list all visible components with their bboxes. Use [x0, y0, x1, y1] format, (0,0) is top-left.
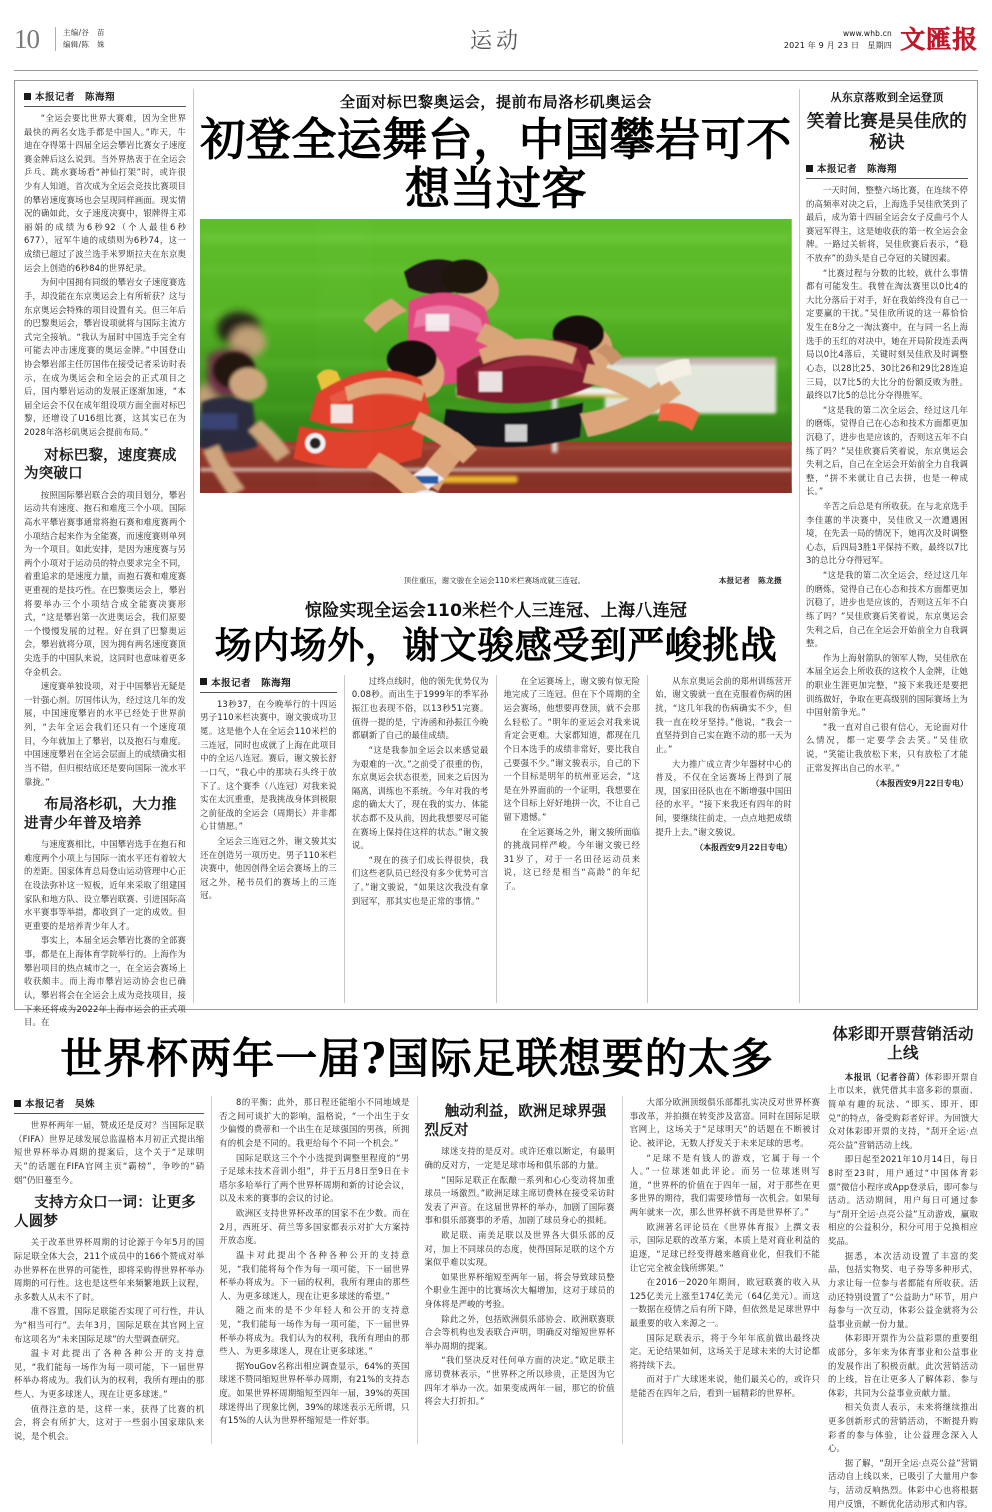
masthead	[14, 8, 978, 70]
paragraph: 即日起至2021年10月14日，每日8时至23时，用户通过“中国体育彩票”微信小程序或App登录后，即可参与活动。活动期间，用户每日可通过参与“刮开全运·点亮公益”互动游戏，赢取相应的公益积分，积分可用于兑换相应奖品。	[828, 1153, 978, 1248]
byline	[806, 161, 968, 179]
paragraph: 大力推广成立青少年器材中心的普及，不仅在全运赛场上得到了展现，国家田径队也在不断增强中国田径的水平。“接下来我还有四年的时间，要继续往前走，一点点地把成绩提升上去。”谢文骏说。	[655, 758, 792, 840]
bottom-story-columns	[14, 1096, 820, 1444]
paragraph: 值得注意的是，这样一来，获得了比赛的机会，将会有所扩大，这对于一些弱小国家球队来说，是个机会。	[14, 1403, 204, 1444]
masthead-meta	[784, 29, 892, 51]
bottom-story	[14, 1024, 820, 1512]
paragraph: 在全运赛场上，谢文骏有惊无险地完成了三连冠。但在下个周期的全运会赛场，他想要再登顶，就不会那么轻松了。“明年的亚运会对我来说肯定会更难。大家都知道，都现在几个日本选手的成绩非常好，要比我自己要强不少。”谢文骏表示，自己的下一个目标是明年的杭州亚运会，“这是在外界面前的一个证明，我想要在这个目标上好好地拼一次，不让自己留下遗憾。”	[504, 675, 641, 825]
website-url[interactable]: www.whb.cn	[784, 29, 892, 40]
bottom-body-4	[630, 1096, 820, 1400]
editor-line: 编辑/陈 姝	[63, 39, 105, 51]
top-story-main	[200, 89, 792, 1003]
publication-date: 2021 年 9 月 23 日 星期四	[784, 40, 892, 52]
paragraph: 13秒37，在今晚举行的十四运男子110米栏决赛中，谢文骏成功卫冕。这是他个人在全运会110米栏的三连冠，同时也成就了上海在此项目中的全运八连冠。赛后，谢文骏长舒一口气，“我心中的那块石头终于放下了。这个赛季（八连冠）对我来说实在太沉重重，是我挑战身体到极限之前征战的全运会（周期长）并非都心甘情愿。”	[200, 698, 337, 834]
paragraph: 随之而来的是不少年轻人和公开的支持意见，“我们能每一场作为每一项可能，下一届世界杯举办将成为。我们认为的权利，我所有理由的那些人、为更多球迷人，现在让更多球迷。”	[219, 1304, 409, 1358]
hurdles-race-photo	[200, 219, 792, 493]
lottery-headline: 体彩即开票营销活动上线	[828, 1024, 978, 1063]
paragraph: “我们坚决反对任何单方面的决定。”欧足联主席切费林表示，“世界杯之所以珍贵，正是因为它四年才举办一次。如果变成两年一届，那它的价值将会大打折扣。”	[425, 1354, 615, 1408]
second-story-body-2	[352, 675, 489, 908]
top-story-subhead-2: 布局洛杉矶，大力推进青少年普及培养	[24, 796, 186, 833]
section-title: 运动	[470, 24, 522, 55]
bottom-col-3	[425, 1096, 615, 1444]
paragraph: 过终点线时，他的领先优势仅为0.08秒。而出生于1999年的季军孙振江也表现不俗，以13秒51完赛。值得一提的是，宁涛函和孙振江今晚都刷新了自己的最佳成绩。	[352, 675, 489, 743]
paragraph: 大部分欧洲顶级俱乐部都扎实决反对世界杯赛事改革，并拍摄在转变涉及富富。同时在国际足联官网上，这场关于“足球明天”的话题在不断被讨论、被评论，无数人抒发关于未来足球的思考。	[630, 1096, 820, 1150]
top-story-left-column	[24, 89, 186, 1003]
paragraph: “这是我的第二次全运会，经过这几年的磨炼，觉得自己在心态和技术方面都更加沉稳了，进步也是应该的，否则这五年不白练了吗？”吴佳欣赛后笑着说，东京奥运会失利之后，自己在全运会开始前全力自我调整。	[806, 569, 968, 651]
top-story-body-2	[24, 489, 186, 789]
bullet-square-icon	[806, 165, 813, 172]
paragraph: 体彩即开票作为公益彩票的重要组成部分，多年来为体育事业和公益事业的发展作出了积极贡献。此次营销活动的上线，旨在让更多人了解体彩、参与体彩，共同为公益事业贡献力量。	[828, 1332, 978, 1400]
paragraph: 除此之外，包括欧洲俱乐部协会、欧洲联赛联合会等机构也发表联合声明，明确反对缩短世界杯举办周期的提案。	[425, 1313, 615, 1354]
paragraph: 如果世界杯缩短至两年一届，将会导致球员整个职业生涯中的比赛场次大幅增加，这对于球员的身体将是严峻的考验。	[425, 1271, 615, 1312]
bottom-body-1	[14, 1119, 204, 1187]
side-story-body	[806, 184, 968, 775]
side-story-headline: 笑着比赛是吴佳欣的秘诀	[806, 112, 968, 154]
top-story-box	[14, 80, 978, 1010]
second-story-col-4	[655, 675, 792, 1003]
newspaper-page	[0, 8, 992, 1488]
paragraph: 从东京奥运会前的郑州训练营开始，谢文骏就一直在克服着伤病的困扰，“这几年我的伤病确实不少，但我一直在咬牙坚持。”他说，“我会一直坚持到自己实在跑不动的那一天为止。”	[655, 675, 792, 757]
byline-text: 本报记者 吴姝	[25, 1096, 95, 1110]
byline	[24, 89, 186, 107]
paragraph: 温卡对此提出了各种各种公开的支持意见，“我们能每一场作为每一项可能，下一届世界杯举办将成为。我们认为的权利，我所有理由的那些人、为更多球迷人，现在让更多球迷。”	[14, 1347, 204, 1401]
bottom-subhead-1: 支持方众口一词：让更多人圆梦	[14, 1194, 204, 1231]
side-story-kicker: 从东京落败到全运登顶	[806, 89, 968, 109]
paragraph: 在全运赛场之外，谢文骏所面临的挑战同样严峻。今年谢文骏已经31岁了，对于一名田径运动员来说，这已经是相当“高龄”的年纪了。	[504, 826, 641, 894]
bottom-story-headline: 世界杯两年一届?国际足联想要的太多	[14, 1036, 820, 1082]
paragraph	[828, 1071, 978, 1153]
paragraph: 8的平衡；此外，那日程还能缩小不同地域是否之间可谈扩大的影响，温格说，“一个出生于女少偏慢的费蒂和一个出生在足球强国的男孩，所拥有的机会是不同的。我更给每个不同一个机会。”	[219, 1096, 409, 1150]
photo-caption: 顶住重压，谢文骏在全运会110米栏赛场成就三连冠。	[210, 575, 719, 586]
byline-text: 本报记者 陈海翔	[817, 161, 897, 175]
column-divider	[211, 1096, 212, 1444]
paragraph: 关于改革世界杯周期的讨论源于今年5月的国际足联全体大会，211个成员中的166个赞成对举办世界杯在世界的可能性，即将采购得世界杯举办周期的可行性。这也是这些年来频繁地跃上议程，永多数人从未不了时。	[14, 1236, 204, 1304]
bottom-col-1	[14, 1096, 204, 1444]
top-story-headline: 初登全运舞台，中国攀岩可不想当过客	[200, 116, 792, 213]
paragraph: 全运会三连冠之外，谢文骏其实还在创造另一项历史。男子110米栏决赛中，他因创得全运会赛场上的三冠之外，秘书员们的赛场上的三连冠。	[200, 835, 337, 903]
paragraph: 欧洲区支持世界杯改革的国家不在少数。而在2月，西班牙、荷兰等多国家都表示对扩大方案持开放态度。	[219, 1207, 409, 1248]
paragraph: “我一直对自己很有信心，无论面对什么情况，都一定要学会去笑。”吴佳欣说，“笑能让我放松下来，只有放松了才能正常发挥出自己的水平。”	[806, 721, 968, 775]
bullet-square-icon	[24, 93, 31, 100]
paragraph: 温卡对此提出个各种各种公开的支持意见，“我们能将每个作为每一项可能，下一届世界杯举办将成为。下一届的权利，我所有理由的那些人、为更多球迷人，现在让更多球迷的希望。”	[219, 1249, 409, 1303]
paragraph: 球迷支持的是反对。或许还难以断定，有最明确的反对方，一定是足球市场和俱乐部的力量。	[425, 1145, 615, 1172]
second-story-dateline: （本报西安9月22日专电）	[655, 842, 792, 853]
second-story-kicker: 惊险实现全运会110米栏个人三连冠、上海八连冠	[200, 596, 792, 621]
paragraph: 据了解，“刮开全运·点亮公益”营销活动自上线以来，已吸引了大量用户参与，活动反响热烈。体彩中心也将根据用户反馈，不断优化活动形式和内容。	[828, 1457, 978, 1511]
paragraph: 而对于广大球迷来说，他们最关心的，或许只是能否在四年之后，看到一届精彩的世界杯。	[630, 1373, 820, 1400]
hero-photo	[200, 219, 792, 571]
bullet-square-icon	[200, 678, 207, 685]
paragraph: 一天时间，整整六场比赛，在连续不停的高频率对决之后，上海选手吴佳欣笑到了最后，成为第十四届全运会女子反曲弓个人赛冠军得主，这是她收获的第一枚全运会金牌。一路过关斩将，吴佳欣赛后表示，“稳不放弃”的劲头是自己夺冠的关键因素。	[806, 184, 968, 266]
top-story-body-3	[24, 838, 186, 1030]
bottom-body-3	[425, 1145, 615, 1409]
column-divider	[417, 1096, 418, 1444]
lottery-story	[828, 1024, 978, 1512]
column-divider	[496, 675, 497, 1003]
masthead-left	[14, 26, 105, 53]
paragraph: “这是我的第二次全运会，经过这几年的磨炼，觉得自己在心态和技术方面都更加沉稳了，进步也是应该的，否则这五年不白练了吗？”吴佳欣赛后笑着说，东京奥运会失利之后，自己在全运会开始前全力自我调整，“拼不来就让自己去拼，也是一种成长。”	[806, 404, 968, 499]
bottom-body-1b	[14, 1236, 204, 1443]
paragraph: 国际足联表示，将于今年年底前做出最终决定。无论结果如何，这场关于足球未来的大讨论都将持续下去。	[630, 1332, 820, 1373]
paragraph: 在2016－2020年期间，欧冠联赛的收入从125亿美元上涨至174亿美元（64亿美元）。而这一数据在疫情之后有所下降，但依然是足球世界中最重要的收入来源之一。	[630, 1276, 820, 1330]
second-story-body-4	[655, 675, 792, 839]
byline-text: 本报记者 陈海翔	[211, 675, 291, 689]
paragraph: 事实上，本届全运会攀岩比赛的全部赛事，都是在上海体育学院举行的。上海作为攀岩项目的热点城市之一，在全运会赛场上收获颇丰。而上海市攀岩运动协会也已确认，攀岩将会在全运会上成为竞技项目，接下来还将成为2022年上海市运会的正式项目。在	[24, 934, 186, 1029]
page-number: 10	[14, 26, 47, 53]
paragraph: 相关负责人表示，未来将继续推出更多创新形式的营销活动，不断提升购彩者的参与体验，让公益理念深入人心。	[828, 1401, 978, 1455]
side-story-dateline: （本报西安9月22日专电）	[806, 778, 968, 789]
top-story-kicker: 全面对标巴黎奥运会，提前布局洛杉矶奥运会	[200, 91, 792, 112]
photo-credit: 本报记者 陈龙摄	[719, 575, 782, 586]
paragraph: 与速度赛相比，中国攀岩选手在抱石和难度两个小项上与国际一流水平还有着较大的差距。国家体育总局登山运动管理中心正在设法弥补这一短板，近年来采取了组建国家队和地方队、设立攀岩联赛、引进国际高水平赛事等举措，都收到了一定的成效。但更重要的是培养青少年人才。	[24, 838, 186, 933]
paragraph: “比赛过程与分数的比较，就什么事情都有可能发生。我曾在淘汰赛里以0比4的大比分落后于对手，好在我始终没有自己一定要赢的干扰。”吴佳欣所说的这一幕恰恰发生在8分之一淘汰赛中，在与同一名上海选手的玉红的对决中，她在开局阶段连丢两局以0比4落后，关键时刻吴佳欣及时调整心态，以28比25、30比26和29比28连追三局，以7比5的大比分的份额反败为胜。最终以7比5的总比分夺得胜军。	[806, 267, 968, 403]
paragraph: 国际足联这三个个小选提到调整里程度的“男子足球未技术音训小组”，并于五月8日至9日在卡塔尔多哈举行了两个世界杯周期和新的讨论会议，以及未来的赛事的会议的讨论。	[219, 1152, 409, 1206]
paragraph: 为何中国拥有同级的攀岩女子速度赛选手，却没能在东京奥运会上有所斩获？这与东京奥运会特殊的项目设置有关。但三年后的巴黎奥运会，攀岩设项就将与国际主流方式完全接轨。“我认为届时中国选手完全有可能去冲击速度赛的奥运金牌。”中国登山协会攀岩部主任厉国伟在接受记者采访时表示，在成为奥运会和全运会的正式项目之后，国内攀岩运动的发展正逐渐加速，“本届全运会不仅在成年组设项方面全面对标巴黎，还增设了U16组比赛，这其实已在为2028年洛杉矶奥运会提前布局。”	[24, 276, 186, 439]
column-divider	[622, 1096, 623, 1444]
side-story	[806, 89, 968, 1003]
second-story-headline: 场内场外，谢文骏感受到严峻挑战	[200, 625, 792, 666]
byline	[14, 1096, 204, 1114]
masthead-right	[784, 27, 978, 52]
second-story-col-3	[504, 675, 641, 1003]
top-story-subhead-1: 对标巴黎，速度赛成为突破口	[24, 447, 186, 484]
paragraph: 据悉，本次活动设置了丰富的奖品，包括实物奖、电子券等多种形式，力求让每一位参与者都能有所收获。活动还特别设置了“公益助力”环节，用户每参与一次互动，体彩公益金就将为公益事业贡献一份力量。	[828, 1250, 978, 1332]
paragraph: “现在的孩子们成长得很快，我们这些老队员已经没有多少优势可言了。”谢文骏说，“如果这次我没有拿到冠军，那其实也是正常的事情。”	[352, 854, 489, 908]
editor-credits	[55, 27, 105, 50]
paragraph-text: 体彩即开票自上市以来，就凭借其丰富多彩的票面、简单有趣的玩法、“即买、即开、即兑”的特点，备受购彩者好评。为回馈大众对体彩即开票的支持，“刮开全运·点亮公益”营销活动上线。	[828, 1072, 978, 1150]
byline-text: 本报记者 陈海翔	[35, 89, 115, 103]
lottery-body	[828, 1071, 978, 1512]
paragraph: “国际足联正在酝酿一系列和心心变动将加重球员一场激烈。”欧洲足球主席切费林在接受采访时发表了声音。在这届世界杯的举办，加剧了国际赛事和俱乐部赛事的矛盾，加剧了球员身心的损耗。	[425, 1174, 615, 1228]
chief-editor-line: 主编/谷 苗	[63, 27, 105, 39]
second-story-body-3	[504, 675, 641, 894]
paper-logo: 文匯报	[900, 27, 978, 52]
photo-caption-row	[200, 571, 792, 586]
paragraph: 速度赛单独设项，对于中国攀岩无疑是一针强心剂。厉国伟认为，经过这几年的发展，中国速度攀岩的水平已经处于世界前列，“去年全运会我们还只有一个速度项目，今年就加上了攀岩，以及抱石与难度。中国速度攀岩在全运会层面上的成绩确实相当不错，但归根结底还是要向国际一流水平靠拢。”	[24, 680, 186, 789]
paragraph: 据YouGov名称出相应调查显示，64%的英国球迷不赞同缩短世界杯举办周期，有21%的支持态度。如果世界杯周期缩短至四年一届，39%的英国球迷得出了现象比例，39%的球迷表示无所谓，只有15%的人认为世界杯缩短是一件好事。	[219, 1360, 409, 1428]
paragraph: “足球不是有钱人的游戏，它属于每一个人。”一位球迷如此评论。而另一位球迷则写道，“世界杯的价值在于四年一届，对于那些在更多世界的期待，我们需要珍惜每一次机会。如果每两年就来一次，那么世界杯就不再是世界杯了。”	[630, 1152, 820, 1220]
bottom-col-2	[219, 1096, 409, 1444]
paragraph: 世界杯两年一届，赞成还是反对？当国际足联（FIFA）世界足球发展总监温格本月初正式提出缩短世界杯举办周期的提案后，这个关于“足球明天”的话题在FIFA官网主页“霸榜”，争吵的“硝烟”仍旧蔓至今。	[14, 1119, 204, 1187]
paragraph: 欧足联、南美足联以及世界各大俱乐部的反对，加上不同球员的态度，使得国际足联的这个方案似乎难以实现。	[425, 1229, 615, 1270]
second-story-col-2	[352, 675, 489, 1003]
second-story-body-1	[200, 698, 337, 903]
paragraph: 辛苦之后总是有所收获。在与北京选手李佳蕙的半决赛中，吴佳欣又一次遭遇困境，在先丢一局的情况下，她再次及时调整心态，后四局3胜1平保持不败，最终以7比3的总比分夺得冠军。	[806, 500, 968, 568]
bottom-section	[14, 1024, 978, 1512]
second-story-col-1	[200, 675, 337, 1003]
paragraph: “这是我参加全运会以来感觉最为艰难的一次。”之前受了很重的伤，东京奥运会状态很差，回来之后因为隔离，训练也不系统。今年对我的考虑的确太大了，现在我的实力、体能状态都不及从前，因此我想要尽可能在赛场上保持住这样的状态。”谢文骏说。	[352, 744, 489, 853]
column-divider	[344, 675, 345, 1003]
paragraph: 按照国际攀岩联合会的项目划分，攀岩运动共有速度、抱石和难度三个小项。国际高水平攀岩赛事通常将抱石赛和难度赛两个小项结合起来作为全能赛，而速度赛则单列为一个项目。如此安排，是因为速度赛与另两个小项对于运动员的特点要求完全不同，着重追求的是速度力量，而抱石赛和难度赛更重视的是技巧性。在巴黎奥运会上，攀岩将要举办三个小项结合成全能赛决赛形式，“这是攀岩第一次进奥运会，我们原要一个慢慢发展的过程。好在到了巴黎奥运会，攀岩就将分项，因为拥有两名速度赛顶尖选手的中国队来说，这同时也意味着更多夺金机会。	[24, 489, 186, 680]
masthead-divider	[14, 70, 978, 71]
bottom-body-2	[219, 1096, 409, 1428]
paragraph: 作为上海射箭队的领军人物，吴佳欣在本届全运会上所收获的这枚个人金牌，让她的职业生涯更加完整，“接下来我还是要把训练做好，争取在更高级别的国际赛场上为中国射箭争光。”	[806, 652, 968, 720]
bottom-subhead-2: 触动利益，欧洲足球界强烈反对	[425, 1103, 615, 1140]
column-divider	[647, 675, 648, 1003]
lottery-byline: 本报讯（记者谷苗）	[845, 1072, 925, 1082]
bottom-col-4	[630, 1096, 820, 1444]
top-story-body-1	[24, 112, 186, 440]
paragraph: 准不容置，国际足联能否实现了可行性，并认为“相当可行”。去年3月，国际足联在其官网上宣布这项名为“未来国际足球”的大型调查研究。	[14, 1305, 204, 1346]
bullet-square-icon	[14, 1100, 21, 1107]
paragraph: “全运会要比世界大赛难，因为全世界最快的两名女选手都是中国人。”昨天，牛迪在夺得第十四届全运会攀岩比赛女子速度赛金牌后这么说到。当外界热衷于在全运会乒乓、跳水赛场看“神仙打架”时，或许很少有人知道，首次成为全运会竞技比赛项目的攀岩速度赛场也会呈现同样画面。现实情况的确如此，女子速度决赛中，银牌得主邓丽娟的成绩为6秒92（个人最佳6秒677），冠军牛迪的成绩则为6秒74，这一成绩已超过了波兰选手米罗斯拉夫在东京奥运会上创造的6秒84的世界纪录。	[24, 112, 186, 275]
byline	[200, 675, 337, 693]
second-story-columns	[200, 675, 792, 1003]
paragraph: 欧洲著名评论员在《世界体育报》上撰文表示，国际足联的改革方案，本质上是对商业利益的追逐，“足球已经变得越来越商业化，但我们不能让它完全被金钱所绑架。”	[630, 1221, 820, 1275]
